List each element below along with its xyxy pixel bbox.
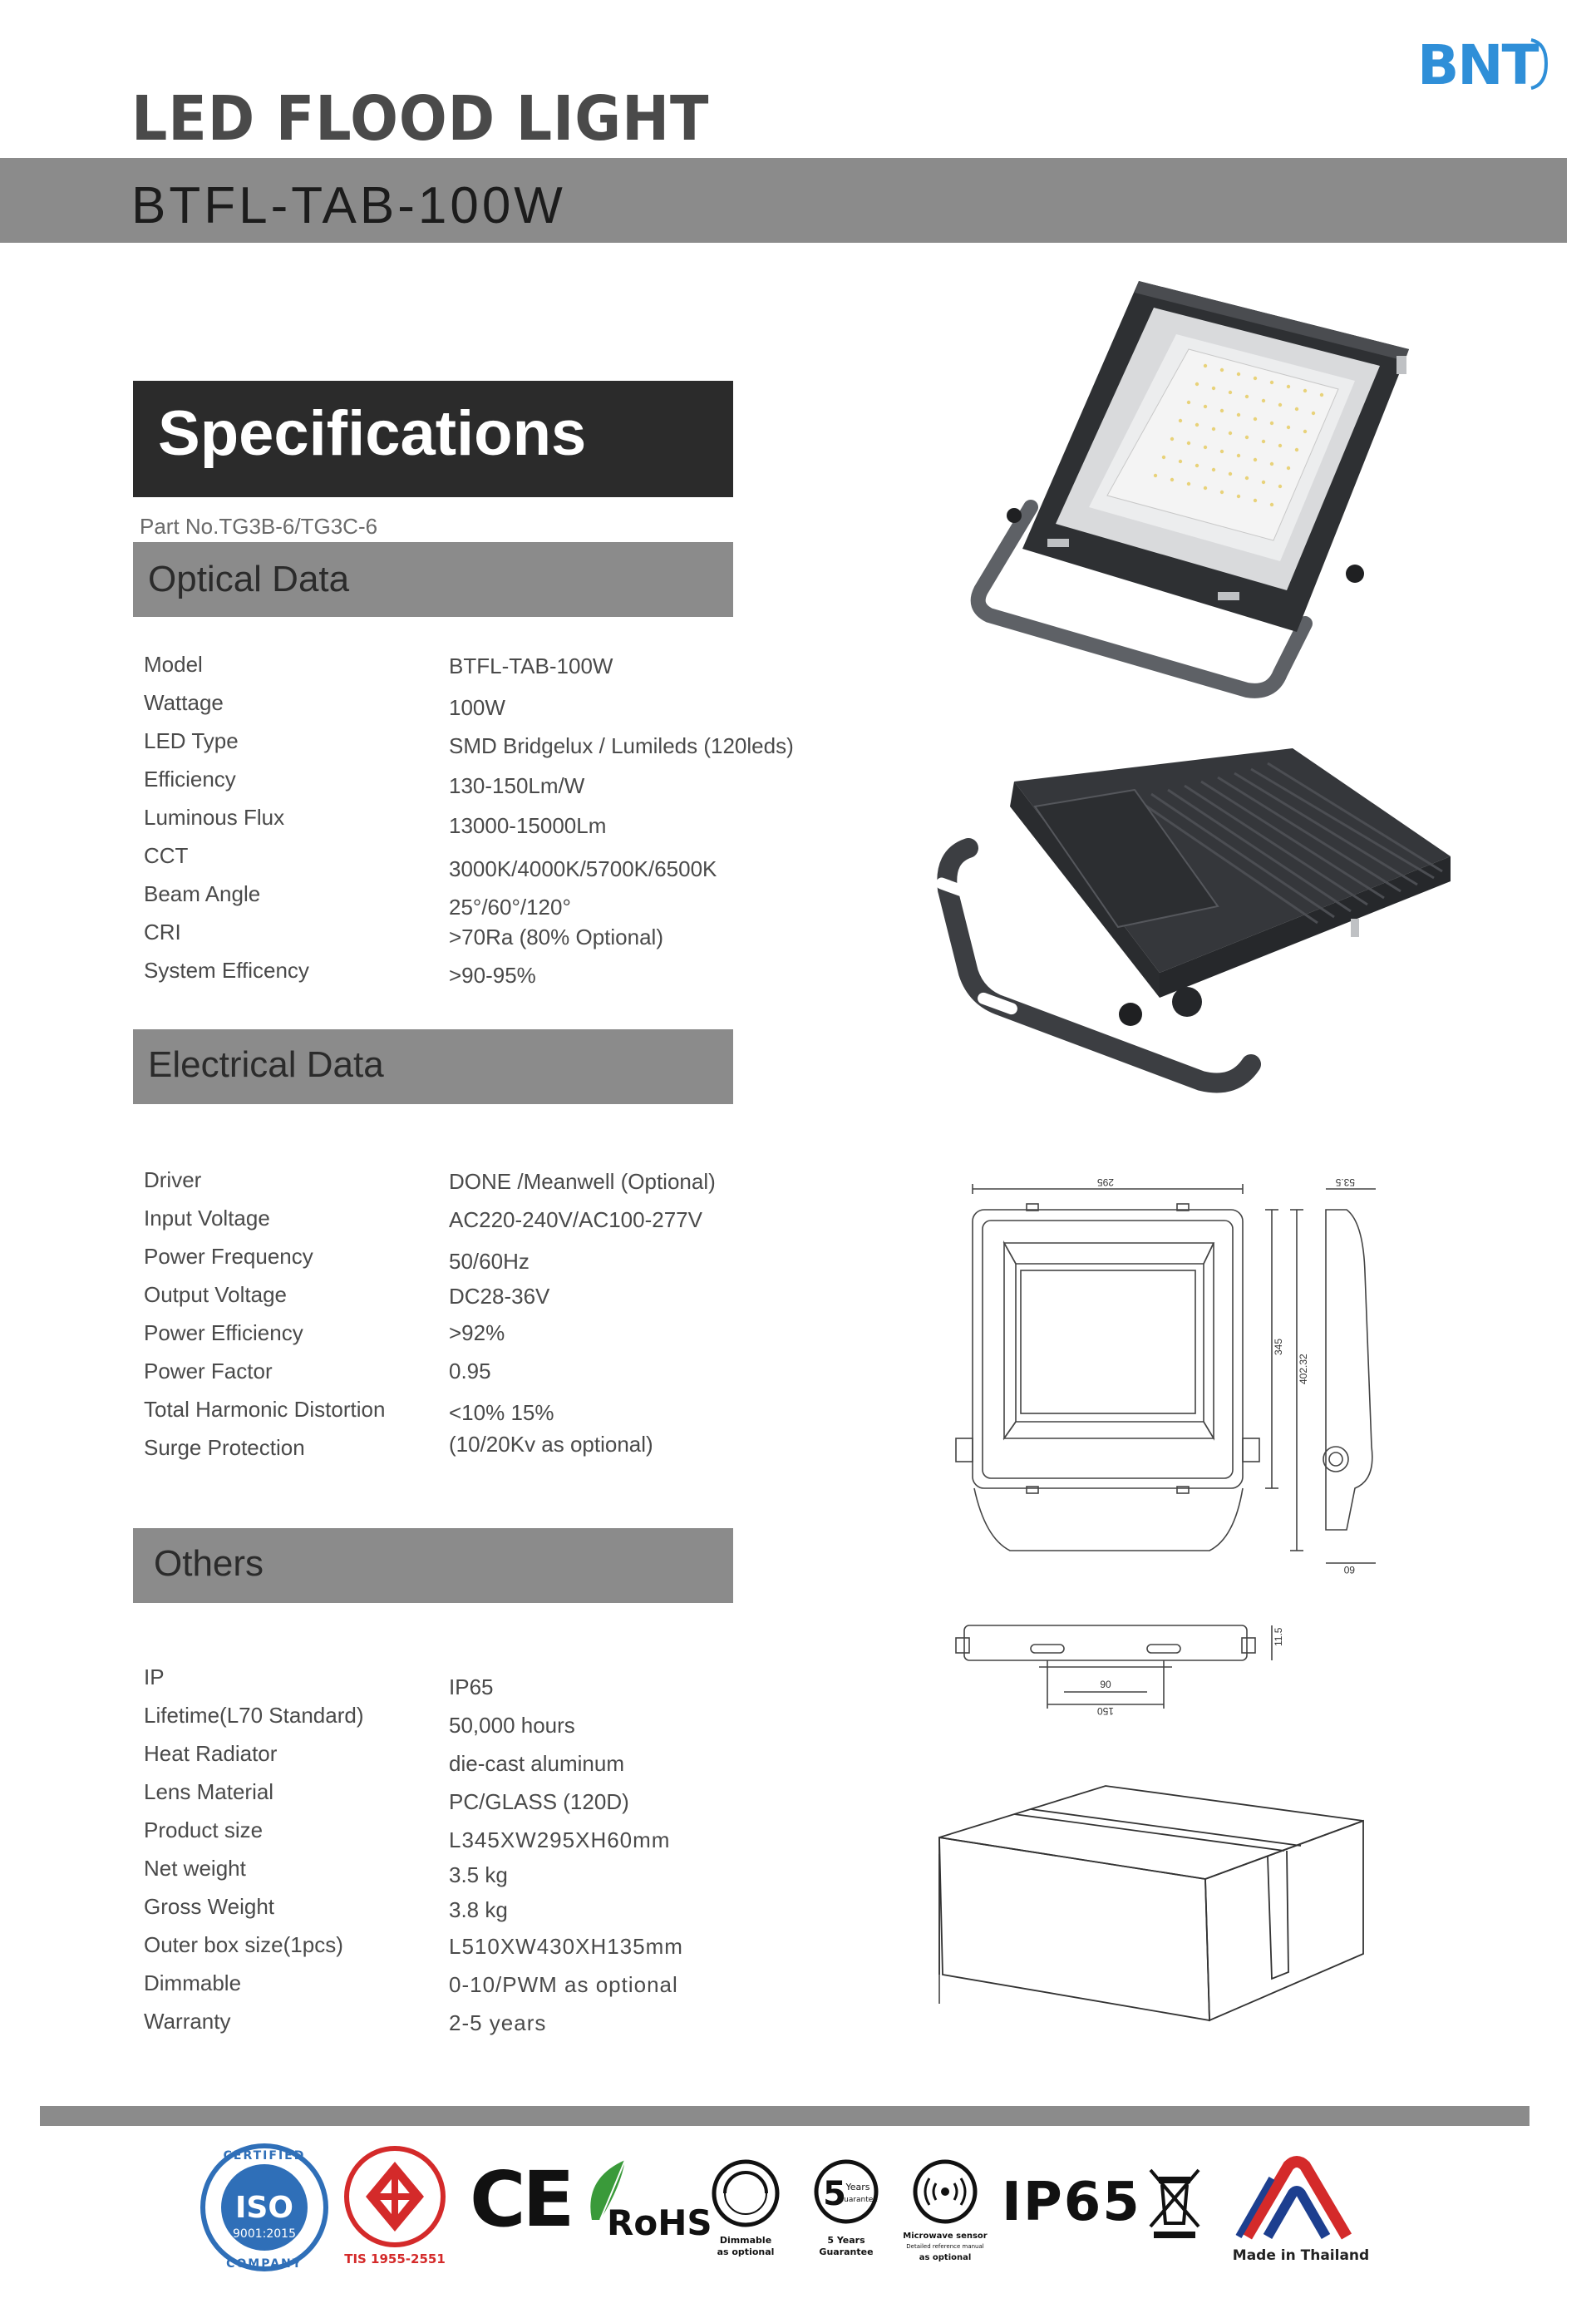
footer-bar: [40, 2106, 1530, 2126]
svg-text:Microwave sensor: Microwave sensor: [903, 2232, 988, 2241]
others-value: 2-5 years: [449, 2010, 547, 2035]
page-title: LED FLOOD LIGHT: [131, 83, 710, 155]
electrical-label: Surge Protection: [144, 1435, 305, 1460]
dim-height: 345: [1273, 1338, 1284, 1355]
others-label: Heat Radiator: [144, 1741, 278, 1766]
others-value: 50,000 hours: [449, 1713, 575, 1738]
dim-top: 53.5: [1335, 1176, 1355, 1188]
dim-width: 295: [1096, 1176, 1115, 1188]
dim-inner: 90: [1100, 1679, 1111, 1690]
electrical-value: (10/20Kv as optional): [449, 1432, 653, 1457]
made-in-thailand-icon: [1222, 2145, 1388, 2270]
electrical-label: Total Harmonic Distortion: [144, 1397, 386, 1422]
others-label: Lifetime(L70 Standard): [144, 1703, 364, 1728]
electrical-value: DONE /Meanwell (Optional): [449, 1169, 716, 1194]
others-label: IP: [144, 1665, 165, 1689]
part-number: Part No.TG3B-6/TG3C-6: [140, 514, 378, 539]
dim-depth: 60: [1343, 1564, 1355, 1576]
tis-certification-icon: [341, 2145, 457, 2270]
optical-label: Model: [144, 652, 203, 677]
others-value: L510XW430XH135mm: [449, 1934, 683, 1959]
optical-label: Luminous Flux: [144, 805, 285, 830]
iso-certification-icon: [198, 2141, 331, 2274]
dimmable-icon: [708, 2158, 791, 2266]
svg-text:9001:2015: 9001:2015: [233, 2227, 296, 2241]
others-title: Others: [154, 1543, 264, 1584]
ce-mark-icon: CE: [470, 2155, 572, 2244]
electrical-label: Power Frequency: [144, 1244, 313, 1269]
optical-label: CCT: [144, 843, 189, 868]
svg-text:TIS 1955-2551: TIS 1955-2551: [344, 2251, 446, 2266]
electrical-value: DC28-36V: [449, 1284, 550, 1309]
brand-logo-mark: [1528, 38, 1549, 90]
product-rear-photo: [885, 748, 1459, 1097]
rohs-icon: [575, 2153, 712, 2245]
electrical-value: 0.95: [449, 1359, 491, 1383]
others-label: Outer box size(1pcs): [144, 1932, 343, 1957]
dim-total: 402.32: [1298, 1354, 1309, 1384]
others-value: 3.8 kg: [449, 1897, 508, 1922]
others-label: Net weight: [144, 1856, 246, 1881]
optical-label: Wattage: [144, 690, 224, 715]
svg-text:Guarantee: Guarantee: [838, 2196, 878, 2204]
optical-label: CRI: [144, 920, 181, 944]
warranty-icon: [806, 2158, 889, 2266]
others-value: L345XW295XH60mm: [449, 1827, 671, 1852]
optical-label: Efficiency: [144, 767, 236, 792]
electrical-value: >92%: [449, 1320, 505, 1345]
svg-text:Made in Thailand: Made in Thailand: [1232, 2247, 1370, 2264]
electrical-label: Driver: [144, 1167, 202, 1192]
svg-text:Guarantee: Guarantee: [819, 2246, 874, 2257]
electrical-label: Output Voltage: [144, 1282, 288, 1307]
electrical-label: Power Efficiency: [144, 1320, 303, 1345]
svg-text:Detailed reference manual: Detailed reference manual: [906, 2243, 984, 2250]
optical-label: System Efficency: [144, 958, 309, 983]
others-label: Gross Weight: [144, 1894, 275, 1919]
product-front-photo: [964, 274, 1413, 690]
brand-logo: BNT: [1417, 33, 1538, 97]
optical-value: 100W: [449, 695, 505, 720]
optical-value: 3000K/4000K/5700K/6500K: [449, 856, 717, 881]
electrical-value: AC220-240V/AC100-277V: [449, 1207, 702, 1232]
outer-box-drawing: [931, 1779, 1372, 2029]
dim-side: 11.5: [1273, 1627, 1284, 1646]
svg-text:as optional: as optional: [717, 2246, 775, 2257]
optical-data-title: Optical Data: [148, 559, 350, 599]
svg-text:5: 5: [823, 2175, 846, 2213]
others-value: 0-10/PWM as optional: [449, 1972, 678, 1997]
specifications-title: Specifications: [158, 398, 587, 469]
others-value: 3.5 kg: [449, 1862, 508, 1887]
svg-text:RoHS: RoHS: [607, 2202, 712, 2243]
others-value: die-cast aluminum: [449, 1751, 624, 1776]
optical-value: 130-150Lm/W: [449, 773, 585, 798]
electrical-label: Power Factor: [144, 1359, 273, 1383]
electrical-value: <10% 15%: [449, 1400, 554, 1425]
optical-label: Beam Angle: [144, 881, 261, 906]
others-label: Product size: [144, 1817, 264, 1842]
optical-value: SMD Bridgelux / Lumileds (120leds): [449, 733, 794, 758]
model-title: BTFL-TAB-100W: [131, 177, 566, 234]
optical-value: >70Ra (80% Optional): [449, 925, 663, 949]
svg-text:Dimmable: Dimmable: [719, 2235, 772, 2246]
svg-text:5 Years: 5 Years: [827, 2235, 865, 2246]
optical-value: >90-95%: [449, 963, 536, 988]
electrical-data-title: Electrical Data: [148, 1044, 384, 1085]
microwave-sensor-icon: [899, 2158, 991, 2271]
optical-value: 13000-15000Lm: [449, 813, 607, 838]
svg-text:as optional: as optional: [919, 2253, 972, 2262]
dim-bracket: 150: [1096, 1705, 1115, 1717]
optical-value: BTFL-TAB-100W: [449, 653, 613, 678]
others-value: IP65: [449, 1674, 494, 1699]
others-value: PC/GLASS (120D): [449, 1789, 629, 1814]
optical-value: 25°/60°/120°: [449, 895, 571, 920]
svg-text:ISO: ISO: [235, 2191, 293, 2225]
svg-text:Years: Years: [845, 2182, 870, 2192]
svg-text:COMPANY: COMPANY: [226, 2257, 303, 2271]
electrical-value: 50/60Hz: [449, 1249, 530, 1274]
ip65-mark: IP65: [1002, 2172, 1141, 2233]
others-label: Dimmable: [144, 1970, 242, 1995]
others-label: Warranty: [144, 2009, 231, 2034]
electrical-label: Input Voltage: [144, 1206, 270, 1231]
svg-text:CERTIFIED: CERTIFIED: [223, 2149, 306, 2163]
others-label: Lens Material: [144, 1779, 274, 1804]
weee-bin-icon: [1145, 2165, 1204, 2240]
optical-label: LED Type: [144, 728, 239, 753]
